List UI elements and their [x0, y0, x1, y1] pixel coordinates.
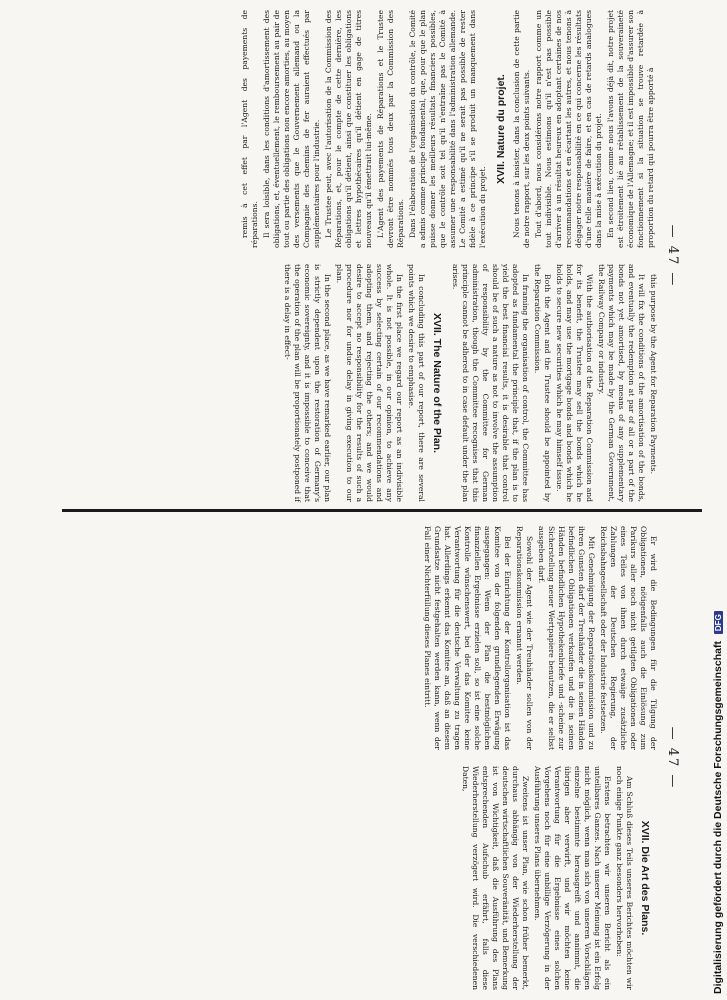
- top-page: [23, 2, 688, 510]
- dfg-logo: DFG: [714, 611, 723, 634]
- paragraph: Er wird die Bedingungen für die Tilgung der Obligationen, nötigenfalls auch die Einlösung zum Parikurs aller noch nicht getilgten Obligationen oder eines Teiles von ihnen durch etwaige zusätzliche Zahlungen der Deutschen Regierung, der Reichsbahngesellschaft oder der Industrie festsetzen.: [599, 526, 658, 750]
- paragraph: Nous tenons à insister, dans la conclusion de cette partie de notre rapport, sur les deux points suivants.: [512, 10, 531, 248]
- paragraph: Il sera loisible, dans les conditions d'amortissement des obligations, et, éventuellement, le remboursement au pair de tout ou partie des obligations non encore amorties, au moyen des versements que le Gouvernement allemand ou la Compagnie des chemins de fer auraient effectués par supplémentaires pour l'industrie.: [262, 10, 321, 248]
- paragraph: L'Agent des payements de Réparations et le Trustee devront être nommés tous deux par la Commission des Réparations.: [376, 10, 405, 248]
- paragraph: With the authorisation of the Reparation Commission and for its benefit, the Trustee may sell the bonds which he holds, and may use the mortgage bonds and bonds which he holds to secure new securities which he may himself issue.: [555, 264, 594, 502]
- paragraph: Both the Agent and the Trustee should be appointed by the Reparation Commission.: [533, 264, 552, 502]
- paragraph: Le Trustee peut, avec l'autorisation de la Commission des Réparations, et, pour le compte de cette dernière, les obligations qu'il détient, ainsi que constituer les obligations et lettres hypothécaires qu'il détient en gage de titres nouveaux qu'il émettrait lui-même.: [324, 10, 373, 248]
- page-number: — 47 —: [665, 224, 680, 288]
- paragraph: Mit Genehmigung der Reparationskommission und zu ihren Gunsten darf der Treuhänder die in seinen Händen befindlichen Obligationen verkaufen und die in seinen Händen befindlichen Hypothekenbriefe und -scheine zur Sicherstellung neuer Wertpapiere benutzen, die er selbst ausgeben darf.: [537, 526, 596, 750]
- english-column: [240, 264, 658, 502]
- page-number: — 47 —: [665, 726, 680, 790]
- paragraph: Bei der Einrichtung der Kontrollorganisation ist das Komitee von der folgenden grundlegenden Erwägung ausgegangen: Wenn der Plan die bestmöglichen finanziellen Ergebnisse erzielen soll, so ist eine solche Kontrolle wünschenswert, bei der das Komitee keine Verantwortung für die deutsche Verwaltung zu tragen hat. Allerdings erkennt das Komitee an, daß an diesem Grundsatze nicht festgehalten werden kann, wenn der Fall einer Nichterfüllung dieses Planes eintritt.: [423, 526, 512, 750]
- german-column: [420, 526, 658, 750]
- german-column-2: [420, 766, 658, 990]
- paragraph: Erstens betrachten wir unseren Bericht als ein unteilbares Ganzes. Nach unserer Meinung ist ein Erfolg nicht möglich, wenn man sich von unseren Vorschlägen einzelne bestimmte herausgreift und annimmt, die übrigen aber verwirft, und wir möchten keine Verantwortung für die Ergebnisse eines solchen Vorgehens noch für eine unbillige Verzögerung in der Ausführung unseres Plans übernehmen.: [533, 766, 612, 990]
- paragraph: Am Schluß dieses Teils unseres Berichtes möchten wir noch einige Punkte ganz besonders hervorheben:: [615, 766, 634, 990]
- paragraph: remis à cet effet par l'Agent des payements de réparations.: [240, 10, 259, 248]
- paragraph: It will fix the conditions of the amortisation of the bonds, and eventually the redemption at par of all or a part of the bonds not yet amortised, by means of any supplementary payments which may be made by the German Government, the Railway Company or industry.: [597, 264, 646, 502]
- paragraph: Zweitens ist unser Plan, wie schon früher bemerkt, durchaus abhängig von der Wiederherstellung der deutschen wirtschaftlichen Souveränität, und Bemerkung ist von Wichtigkeit, daß die Ausführung des Plans entsprechenden Aufschub erfährt, falls diese Wiederherstellung verzögert wird. Die verschiedenen Daten,: [461, 766, 530, 990]
- page-divider: [62, 509, 702, 512]
- paragraph: In the second place, as we have remarked earlier, our plan is strictly dependent upon the restoration of Germany's economic sovereignty, and it is impossible to conceive that the operation of the plan will be proportionately postponed if there is a delay in effect-: [283, 264, 332, 502]
- paragraph: Tout d'abord, nous considérons notre rapport comme un tout indivisible. Nous estimons qu'il n'est pas possible d'arriver à un résultat heureux en adoptant certaines de nos recommandations et en écartant les autres, et nous tenons à dégager notre responsabilité en ce qui concerne les résultats d'une telle manière de faire, et en cas de retards analogues dans la mise à exécution du projet.: [534, 10, 603, 248]
- section-heading: XVII. The Nature of the Plan.: [431, 312, 443, 454]
- paragraph: En second lieu, comme nous l'avons déjà dit, notre projet est étroitement lié au rétablissement de la souveraineté économique de l'Allemagne; et il est impossible d'assurer son fonctionnement si la situation se trouve retardée à proportion du retard qui pourra être apporté à: [606, 10, 655, 248]
- paragraph: In framing the organisation of control, the Committee has adopted as fundamental the principle that, if the plan is to yield the best financial results, it is desirable that control should be of such a nature as not to involve the assumption of responsibility by the Committee for German administration, though the Committee recognises that this principle cannot be adhered to in case default under the plan arises.: [451, 264, 530, 502]
- credit-text: Digitalisierung gefördert durch die Deutsche Forschungsgemeinschaft: [712, 641, 724, 994]
- french-column: [240, 10, 658, 248]
- paragraph: In the first place we regard our report as an indivisible whole. It is not possible, in our opinion, to achieve any success by selecting certain of our recommendations and adopting them, and rejecting the others; and we would desire to accept no responsibility for the results of such a procedure nor for undue delay in giving execution to our plan.: [335, 264, 404, 502]
- section-heading: XVII. Die Art des Plans.: [639, 820, 651, 936]
- paragraph: In concluding this part of our report, there are several points which we desire to emphasise.: [407, 264, 426, 502]
- digitization-credit: [712, 611, 724, 994]
- paragraph: Dans l'élaboration de l'organisation du contrôle, le Comité a admis comme principe fondamental, que, pour que le plan puisse donner les meilleurs résultats financiers possibles, que le contrôle soit tel qu'il n'entraîne pas le Comité à assumer une responsabilité dans l'administration allemande. Le Comité a estimé qu'il ne serait pas possible de rester fidèle à ce principe s'il se produit un manquement dans l'exécution du projet.: [408, 10, 487, 248]
- section-heading: XVII. Nature du projet.: [495, 74, 507, 184]
- paragraph: this purpose by the Agent for Reparation Payments.: [649, 274, 658, 474]
- bottom-page: [23, 518, 688, 998]
- paragraph: Sowohl der Agent wie der Treuhänder sollen von der Reparationskommission ernannt werden.: [515, 526, 534, 750]
